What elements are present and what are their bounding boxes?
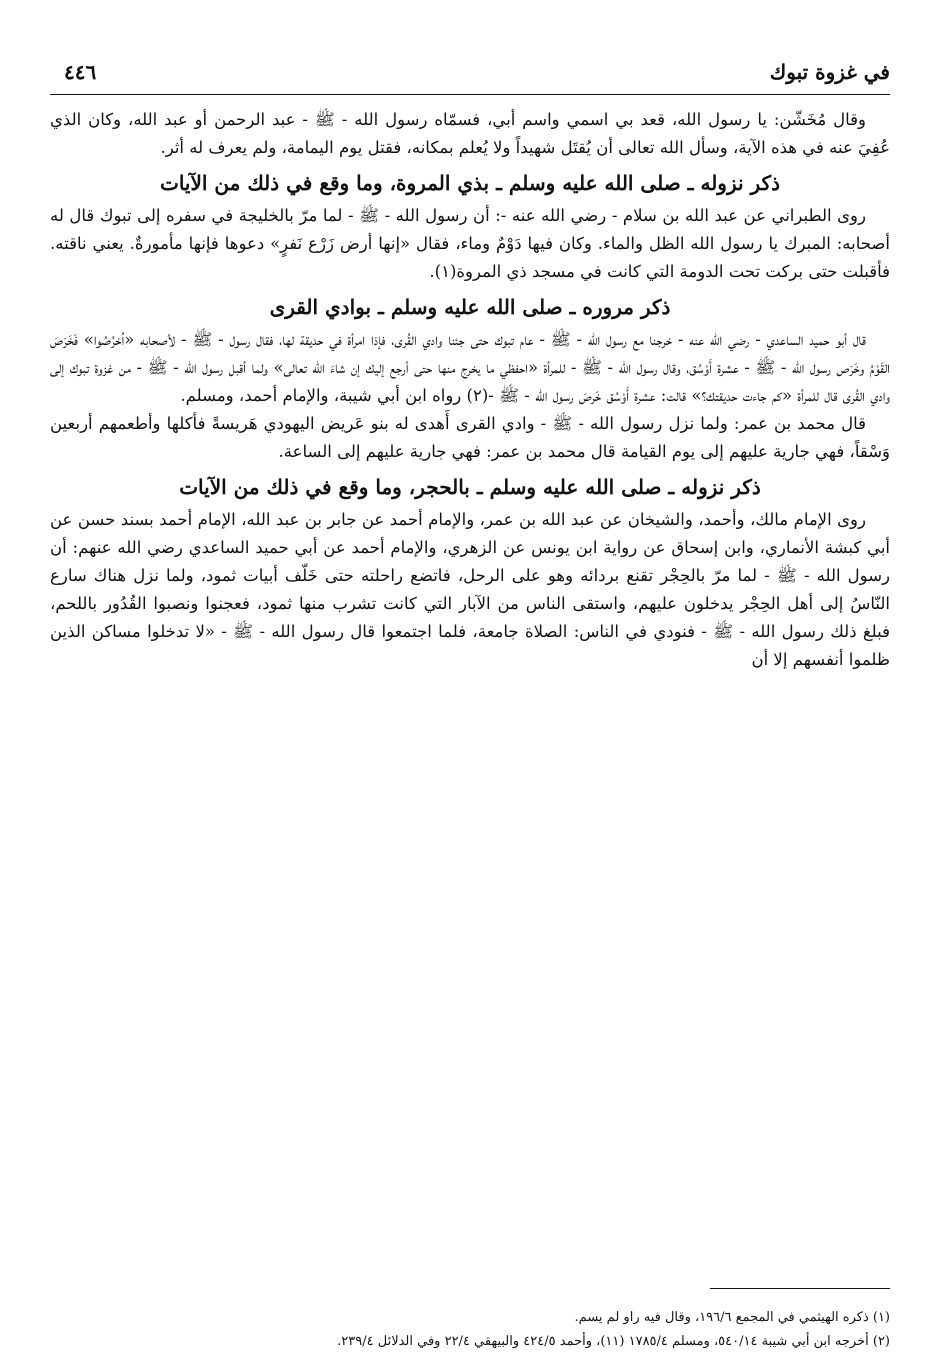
- book-page: [50, 50, 890, 1349]
- footnotes: [50, 1306, 890, 1354]
- paragraph-2: روى الطبراني عن عبد الله بن سلام - رضي الله عنه -: أن رسول الله - ﷺ - لما مرّ بالخليجة في سفره إلى تبوك قال له أصحابه: المبرك يا رسول الله الظل والماء. وكان فيها دَوْمٌ وماء، فقال «إنها أرض زَرْع نَفرٍ» دعوها فإنها مأمورةٌ. يعني ناقته. فأقبلت حتى بركت تحت الدومة التي كانت في مسجد ذي المروة(١).: [50, 206, 890, 281]
- paragraph-1: وقال مُخَشّن: يا رسول الله، قعد بي اسمي واسم أبي، فسمّاه رسول الله - ﷺ - عبد الرحمن أو عبد الله، وكان الذي عُفِيَ عنه في هذه الآية، وسأل الله تعالى أن يُقتَل شهيداً ولا يُعلم بمكانه، فقتل يوم اليمامة، ولم يعرف له أثر.: [50, 110, 890, 157]
- page-number: ٤٤٦: [64, 60, 97, 84]
- chapter-title: في غزوة تبوك: [769, 60, 890, 84]
- section-heading-wadi-al-qura: ذكر مروره ـ صلى الله عليه وسلم ـ بوادي القرى: [269, 295, 671, 319]
- footnote-divider: [710, 1288, 890, 1289]
- section-heading-dhi-al-marwa: ذكر نزوله ـ صلى الله عليه وسلم ـ بذي المروة، وما وقع في ذلك من الآيات: [160, 171, 780, 195]
- footnote-2: (٢) أخرجه ابن أبي شيبة ٥٤٠/١٤، ومسلم ١٧٨٥/٤ (١١)، وأحمد ٤٢٤/٥ والبيهقي ٢٢/٤ وفي الدلائل ٢٣٩/٤.: [337, 1334, 890, 1349]
- paragraph-4: قال محمد بن عمر: ولما نزل رسول الله - ﷺ - وادي القرى أَهدى له بنو عَريض اليهودي هَريسةً فأكلها وأطعمهم أربعين وَسْقاً، فهي جارية عليهم إلى يوم القيامة قال محمد بن عمر: فهي جارية عليهم إلى الساعة.: [50, 414, 890, 461]
- paragraph-3: قال أبو حميد الساعدي - رضي الله عنه - خرجنا مع رسول الله - ﷺ - عام تبوك حتى جئنا وادي القُرى، فإذا امرأة في حديقة لها، فقال رسول - ﷺ - لأصحابه «اُخرُصُوا» فَخَرَصَ القَوْمُ وخَرَص رسول الله - ﷺ - عشرة أَوْسُق، وقال رسول الله - ﷺ - للمرأة «احفظي ما يخرج منها حتى أرجع إليك إن شاءَ الله تعالى» ولما أقبل رسول الله - ﷺ - من غزوة تبوك إلى وادي القُرى قال للمرأة «كم جاءت حديقتك؟» قالت: عشرة أَوْسُق خَرصَ رسول الله - ﷺ -(٢) رواه ابن أبي شيبة، والإمام أحمد، ومسلم.: [50, 330, 890, 405]
- footnote-1: (١) ذكره الهيثمي في المجمع ١٩٦/٦، وقال فيه راو لم يسم.: [574, 1310, 890, 1325]
- paragraph-5: روى الإمام مالك، وأحمد، والشيخان عن عبد الله بن عمر، والإمام أحمد عن جابر بن عبد الله، الإمام أحمد بسند حسن عن أبي كبشة الأنماري، وابن إسحاق عن رواية ابن يونس عن الزهري، والإمام أحمد عن أبي حميد الساعدي رضي الله عنهم: أن رسول الله - ﷺ - لما مرّ بالحِجْر تقنع بردائه وهو على الرحل، فاتضع راحلته حتى خَلّف أبيات ثمود، ولما نزل هناك سارع النّاسُ إلى أهل الحِجْر يدخلون عليهم، واستقى الناس من الآبار التي كانت تشرب منها ثمود، فعجنوا ونصبوا القُدُور باللحم، فبلغ ذلك رسول الله - ﷺ - فنودي في الناس: الصلاة جامعة، فلما اجتمعوا قال رسول الله - ﷺ - «لا تدخلوا مساكن الذين ظلموا أنفسهم إلا أن: [50, 510, 890, 669]
- running-header: [50, 60, 890, 95]
- section-heading-al-hijr: ذكر نزوله ـ صلى الله عليه وسلم ـ بالحجر، وما وقع في ذلك من الآيات: [179, 475, 761, 499]
- main-text: [50, 106, 890, 674]
